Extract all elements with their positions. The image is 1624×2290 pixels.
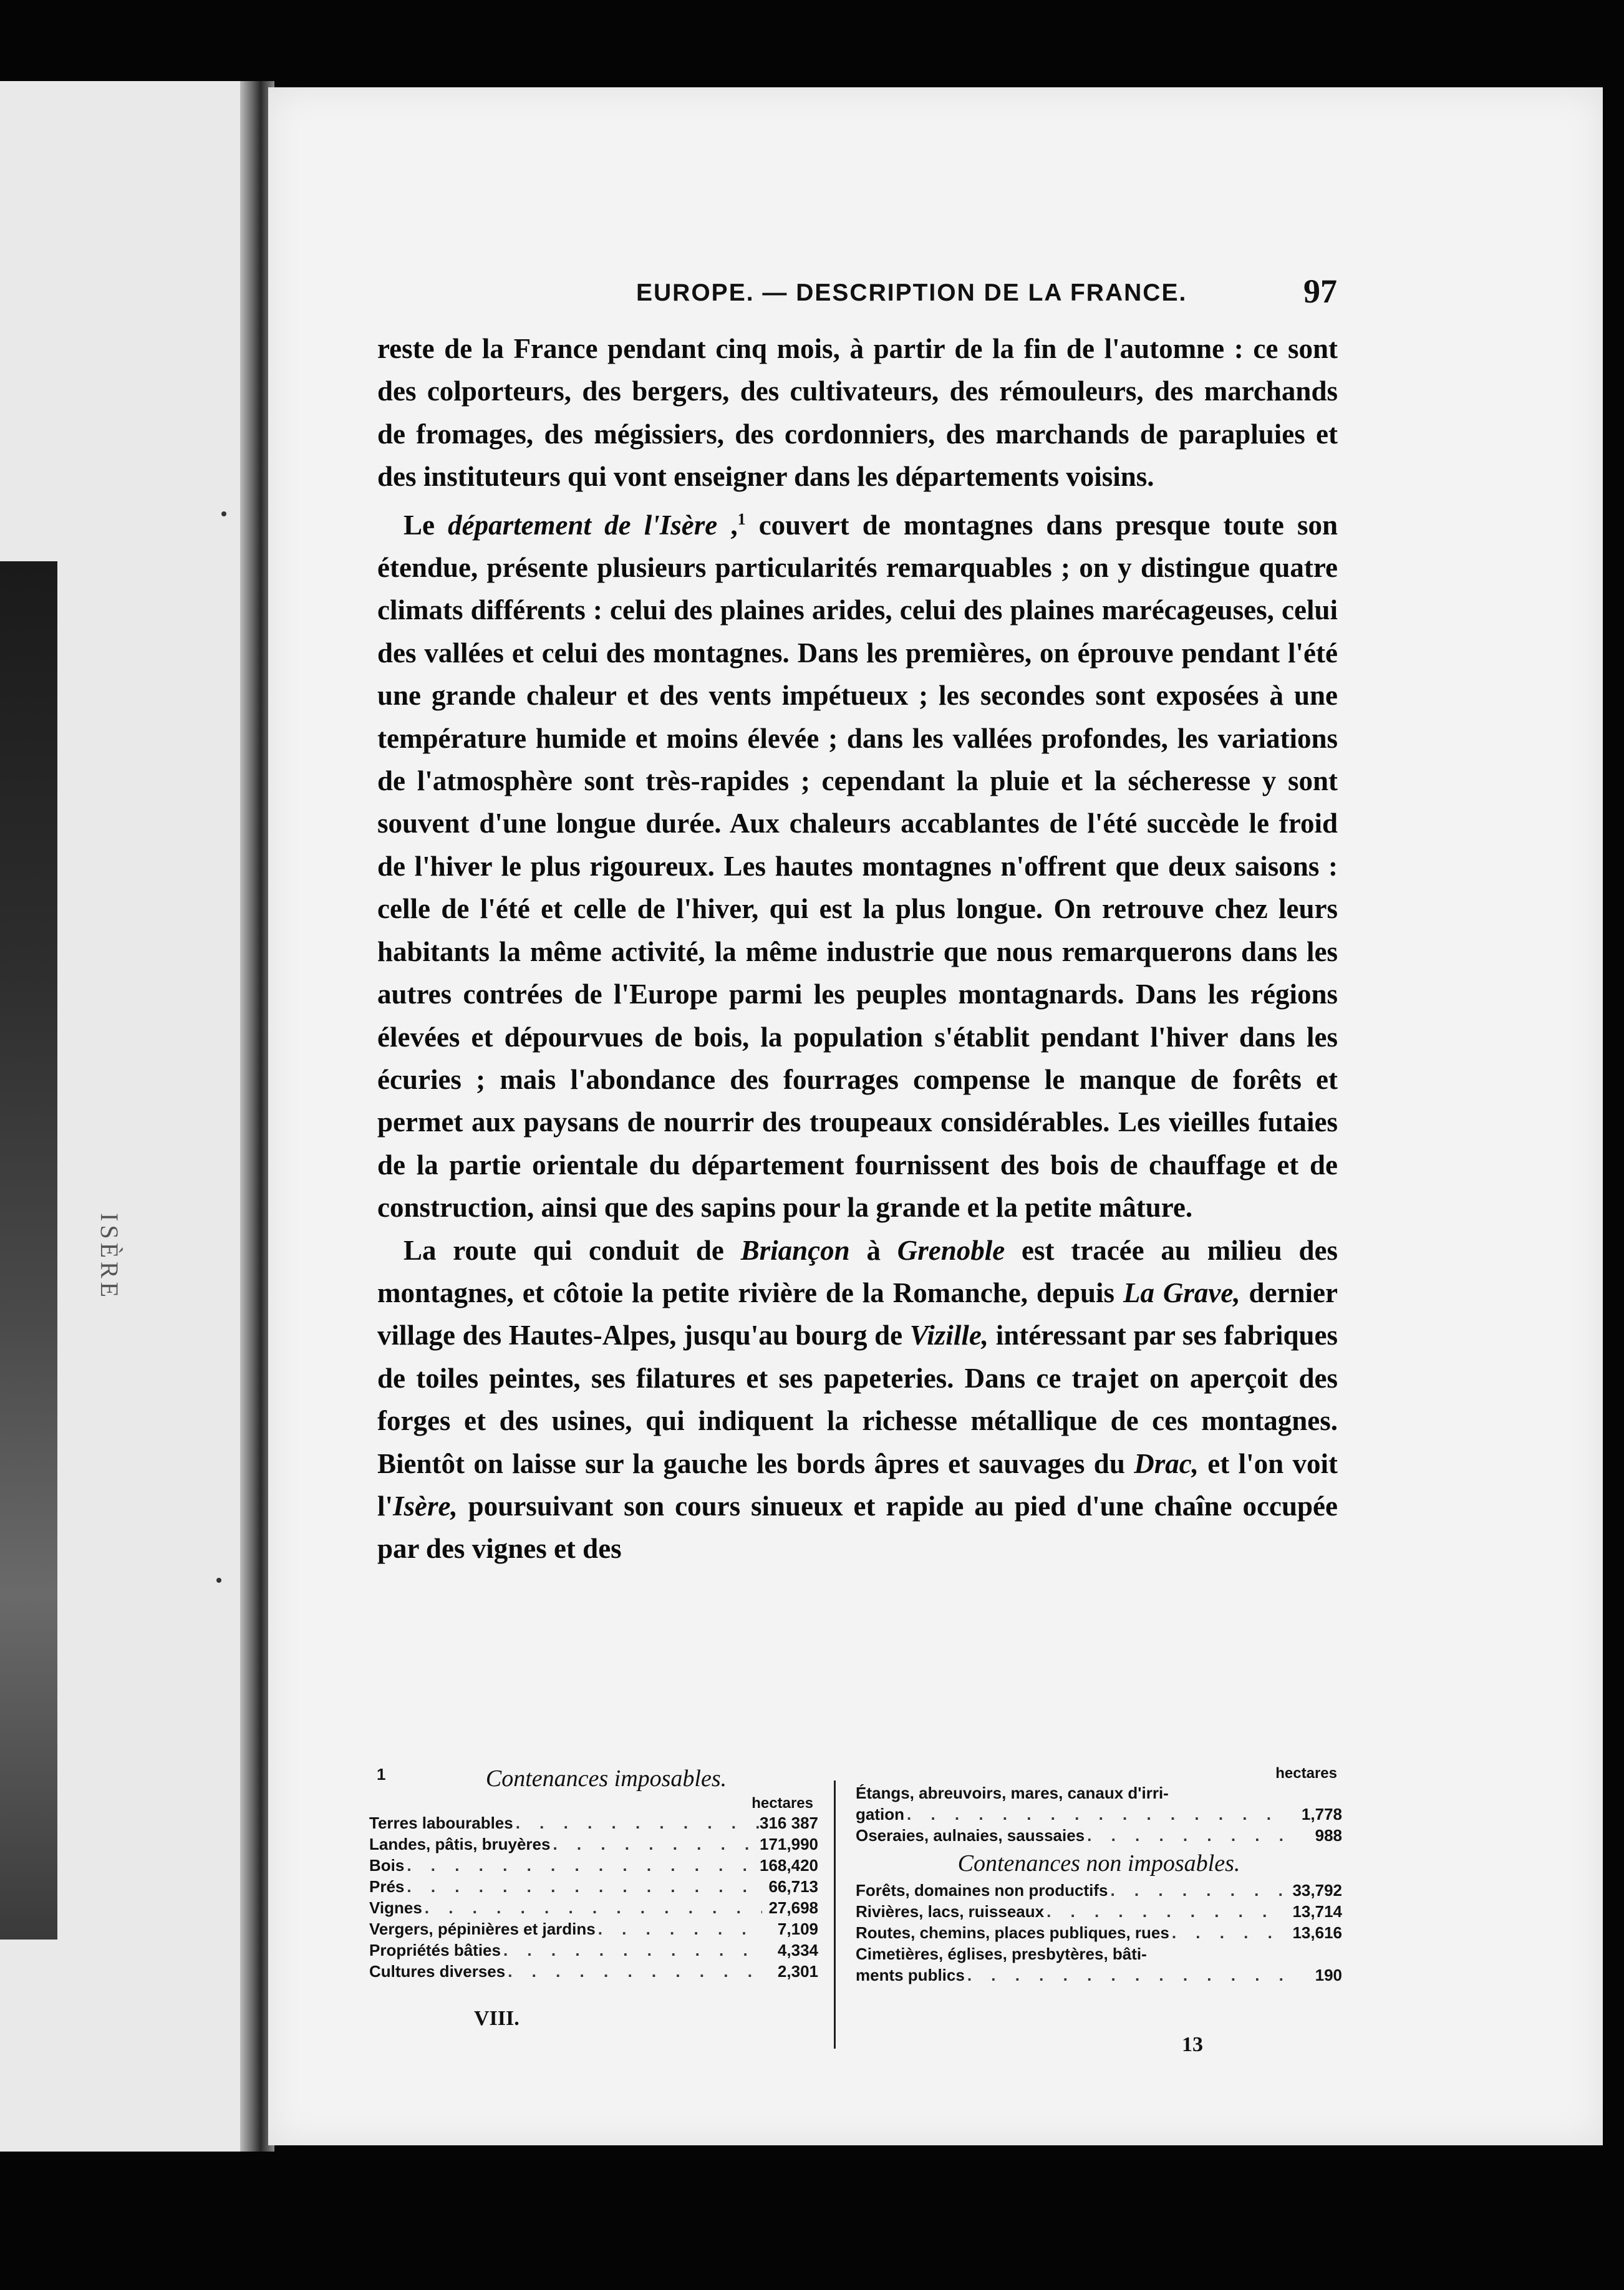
leader-dots: [904, 1804, 1286, 1825]
table-row: [856, 1922, 1342, 1943]
row-label: Rivières, lacs, ruisseaux: [856, 1902, 1045, 1921]
table-row: [369, 1918, 818, 1940]
table-row: [369, 1812, 818, 1833]
leader-dots: [1044, 1901, 1286, 1922]
table-row: [369, 1897, 818, 1918]
row-value: 13,616: [1292, 1923, 1342, 1942]
row-value: 66,713: [768, 1877, 818, 1896]
row-label: Prés: [369, 1877, 405, 1896]
leader-dots: [404, 1855, 760, 1876]
leader-dots: [550, 1833, 760, 1855]
left-facing-page: [0, 81, 246, 2152]
row-value: 988: [1315, 1826, 1342, 1845]
signature-sheet: 13: [1182, 2033, 1203, 2056]
leader-dots: [505, 1961, 762, 1982]
table-row: [856, 1880, 1342, 1901]
row-label: Étangs, abreuvoirs, mares, canaux d'irri-: [856, 1784, 1169, 1802]
table-row: [369, 1940, 818, 1961]
left-page-caption: ISÈRE: [95, 1213, 123, 1302]
row-value: 7,109: [777, 1920, 818, 1938]
row-label: Vignes: [369, 1898, 422, 1917]
table-row: [856, 1901, 1342, 1922]
leader-dots: [513, 1812, 760, 1833]
table-row: [856, 1943, 1342, 1964]
row-label: Cimetières, églises, presbytères, bâti-: [856, 1945, 1147, 1963]
leader-dots: [965, 1964, 1286, 1986]
running-head: EUROPE. — DESCRIPTION DE LA FRANCE.: [636, 279, 1187, 306]
page-number: 97: [1303, 273, 1337, 310]
row-label: Routes, chemins, places publiques, rues: [856, 1923, 1169, 1942]
footnote-mark: 1: [377, 1765, 386, 1784]
row-value: 4,334: [777, 1941, 818, 1959]
table-row: [369, 1833, 818, 1855]
table-row: [856, 1804, 1342, 1825]
column-divider: [834, 1780, 836, 2049]
row-value: 168,420: [760, 1856, 818, 1875]
row-value: 316 387: [760, 1814, 818, 1832]
leader-dots: [1085, 1825, 1286, 1846]
leader-dots: [1108, 1880, 1286, 1901]
row-label: Bois: [369, 1856, 405, 1875]
row-label: Cultures diverses: [369, 1962, 506, 1981]
row-label: Forêts, domaines non productifs: [856, 1881, 1108, 1900]
footnote-reference: 1: [737, 510, 746, 528]
footnote-right-column: [856, 1765, 1342, 1986]
paragraph: reste de la France pendant cinq mois, à partir de la fin de l'automne : ce sont des colporteurs, des bergers, des cultivateurs, des rémouleurs, des marchands de fromages, des mégissiers, des cordonniers, des marchands de parapluies et des instituteurs qui vont enseigner dans les départements voisins.: [377, 333, 1338, 493]
main-text: [377, 327, 1338, 1570]
leader-dots: [404, 1876, 762, 1897]
signature-volume: VIII.: [474, 2007, 520, 2030]
row-label: gation: [856, 1805, 904, 1824]
unit-label: hectares: [752, 1795, 813, 1812]
paragraph: La route qui conduit de Briançon à Grenoble est tracée au milieu des montagnes, et côtoie la petite rivière de la Romanche, depuis La Grave, dernier village des Hautes-Alpes, jusqu'au bourg de Vizille, intéressant par ses fabriques de toiles peintes, ses filatures et ses papeteries. Dans ce trajet on aperçoit des forges et des usines, qui indiquent la richesse métallique de ces montagnes. Bientôt on laisse sur la gauche les bords âpres et sauvages du Drac, et l'on voit l'Isère, poursuivant son cours sinueux et rapide au pied d'une chaîne occupée par des vignes et des: [377, 1234, 1338, 1565]
row-label: Vergers, pépinières et jardins: [369, 1920, 596, 1938]
book-page: [268, 87, 1603, 2145]
footnote-left-column: [369, 1765, 818, 1982]
table-row: [856, 1782, 1342, 1804]
table-row: [369, 1961, 818, 1982]
speck: [216, 1578, 221, 1583]
paragraph: Le département de l'Isère ,$^1$ couvert de montagnes dans presque toute son étendue, présente plusieurs particularités remarquables ; on y distingue quatre climats différents : celui des plaines arides, celui des plaines marécageuses, celui des vallées et celui des montagnes. Dans les premières, on éprouve pendant l'été une grande chaleur et des vents impétueux ; les secondes sont exposées à une température humide et moins élevée ; dans les vallées profondes, les variations de l'atmosphère sont très-rapides ; cependant la pluie et la sécheresse y sont souvent d'une longue durée. Aux chaleurs accablantes de l'été succède le froid de l'hiver le plus rigoureux. Les hautes montagnes n'offrent que deux saisons : celle de l'été et celle de l'hiver, qui est la plus longue. On retrouve chez leurs habitants la même activité, la même industrie que nous remarquerons dans les autres contrées de l'Europe parmi les peuples montagnards. Dans les régions élevées et dépourvues de bois, la population s'établit pendant l'hiver dans les écuries ; mais l'abondance des fourrages compense le manque de forêts et permet aux paysans de nourrir des troupeaux considérables. Les vieilles futaies de la partie orientale du département fournissent des bois de chauffage et de construction, ainsi que des sapins pour la grande et la petite mâture.: [377, 509, 1338, 1224]
unit-label: hectares: [1275, 1765, 1337, 1782]
table-row: [369, 1855, 818, 1876]
table-row: [369, 1876, 818, 1897]
row-label: Landes, pâtis, bruyères: [369, 1835, 551, 1853]
row-value: 27,698: [768, 1898, 818, 1917]
row-value: 190: [1315, 1966, 1342, 1984]
row-label: Propriétés bâties: [369, 1941, 501, 1959]
row-label: ments publics: [856, 1966, 965, 1984]
leader-dots: [596, 1918, 762, 1940]
row-label: Oseraies, aulnaies, saussaies: [856, 1826, 1085, 1845]
footnote-title: Contenances non imposables.: [957, 1850, 1240, 1877]
table-row: [856, 1825, 1342, 1846]
left-page-illustration: [0, 561, 57, 1940]
leader-dots: [501, 1940, 762, 1961]
row-value: 171,990: [760, 1835, 818, 1853]
leader-dots: [422, 1897, 762, 1918]
table-row: [856, 1964, 1342, 1986]
speck: [221, 511, 226, 516]
footnote-title: Contenances imposables.: [485, 1766, 727, 1792]
row-label: Terres labourables: [369, 1814, 513, 1832]
row-value: 2,301: [777, 1962, 818, 1981]
row-value: 1,778: [1301, 1805, 1342, 1824]
row-value: 33,792: [1292, 1881, 1342, 1900]
row-value: 13,714: [1292, 1902, 1342, 1921]
leader-dots: [1169, 1922, 1286, 1943]
